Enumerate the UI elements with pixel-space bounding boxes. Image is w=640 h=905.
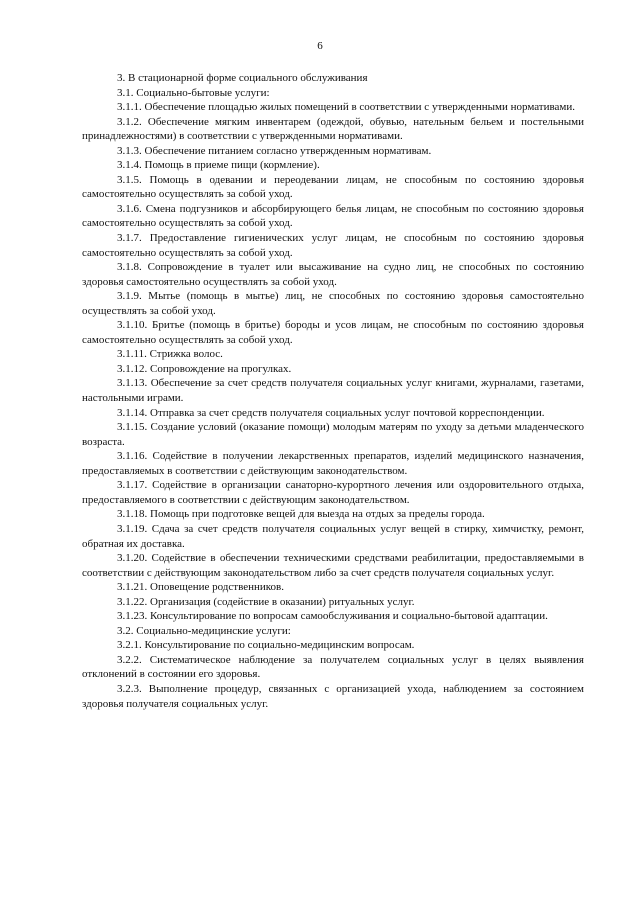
list-item: 3.1.11. Стрижка волос. [117,348,223,361]
list-item: 3.1.17. Содействие в организации санаторно-курортного лечения или оздоровительного отдыха, предоставляемого в соответствии с действующим законодательством. [82,479,584,506]
section-heading: 3. В стационарной форме социального обслуживания [117,72,368,84]
list-item: 3.1.18. Помощь при подготовке вещей для выезда на отдых за пределы города. [117,508,485,521]
list-item: 3.1.21. Оповещение родственников. [117,581,284,594]
list-item: 3.1.3. Обеспечение питанием согласно утвержденным нормативам. [117,144,432,157]
page-number: 6 [317,40,323,52]
list-item: 3.1.19. Сдача за счет средств получателя социальных услуг вещей в стирку, химчистку, ремонт, обратная их доставка. [82,522,584,550]
list-item: 3.1.8. Сопровождение в туалет или высаживание на судно лиц, не способных по состоянию здоровья самостоятельно осуществлять за собой уход. [82,261,584,288]
document-body [82,71,584,711]
list-item: 3.1.16. Содействие в получении лекарственных препаратов, изделий медицинского назначения, предоставляемых в соответствии с действующим законодательством. [82,450,584,477]
list-item: 3.1.1. Обеспечение площадью жилых помещений в соответствии с утвержденными нормативами. [117,101,576,114]
list-item: 3.1.7. Предоставление гигиенических услуг лицам, не способным по состоянию здоровья самостоятельно осуществлять за собой уход. [82,232,584,259]
list-item: 3.2.2. Систематическое наблюдение за получателем социальных услуг в целях выявления отклонений в состоянии его здоровья. [82,653,584,681]
list-item: 3.1.23. Консультирование по вопросам самообслуживания и социально-бытовой адаптации. [117,610,548,623]
list-item: 3.1.9. Мытье (помощь в мытье) лиц, не способных по состоянию здоровья самостоятельно осуществлять за собой уход. [82,290,584,317]
list-item: 3.1.12. Сопровождение на прогулках. [117,362,292,375]
list-item: 3.1.10. Бритье (помощь в бритье) бороды и усов лицам, не способным по состоянию здоровья самостоятельно осуществлять за собой уход. [82,319,584,346]
subsection-heading: 3.1. Социально-бытовые услуги: [117,86,270,99]
list-item: 3.1.20. Содействие в обеспечении техническими средствами реабилитации, предоставляемыми в соответствии с действующим законодательством либо за счет средств получателя социальных услуг. [82,552,584,579]
list-item: 3.2.1. Консультирование по социально-медицинским вопросам. [117,639,415,652]
subsection-heading: 3.2. Социально-медицинские услуги: [117,624,291,637]
list-item: 3.1.6. Смена подгузников и абсорбирующего белья лицам, не способным по состоянию здоровья самостоятельно осуществлять за собой уход. [82,202,584,230]
list-item: 3.1.5. Помощь в одевании и переодевании лицам, не способным по состоянию здоровья самостоятельно осуществлять за собой уход. [82,173,584,201]
list-item: 3.1.14. Отправка за счет средств получателя социальных услуг почтовой корреспонденции. [117,406,545,419]
list-item: 3.1.13. Обеспечение за счет средств получателя социальных услуг книгами, журналами, газетами, настольными играми. [82,377,584,405]
list-item: 3.1.2. Обеспечение мягким инвентарем (одеждой, обувью, нательным бельем и постельными принадлежностями) в соответствии с утвержденными нормативами. [82,115,584,143]
list-item: 3.1.4. Помощь в приеме пищи (кормление). [117,159,320,172]
list-item: 3.1.22. Организация (содействие в оказании) ритуальных услуг. [117,595,415,608]
list-item: 3.2.3. Выполнение процедур, связанных с организацией ухода, наблюдением за состоянием здоровья получателя социальных услуг. [82,682,584,710]
list-item: 3.1.15. Создание условий (оказание помощи) молодым матерям по уходу за детьми младенческого возраста. [82,421,584,448]
